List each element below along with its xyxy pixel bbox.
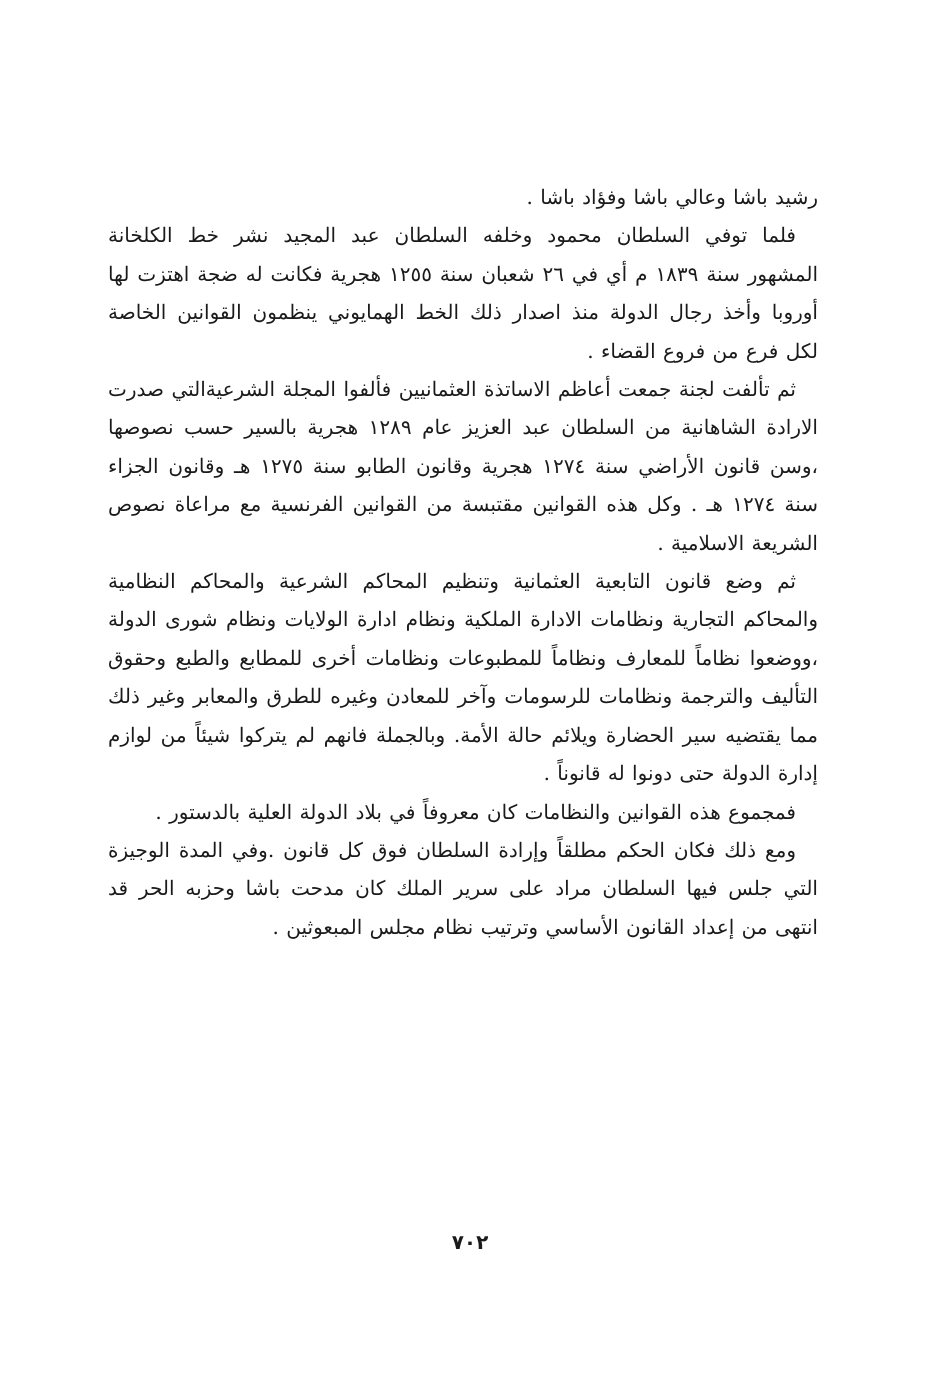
paragraph-3: ثم تألفت لجنة جمعت أعاظم الاساتذة العثمانيين فألفوا المجلة الشرعيةالتي صدرت الارادة الشاهانية من السلطان عبد العزيز عام ١٢٨٩ هجرية بالسير حسب نصوصها ،وسن قانون الأراضي سنة ١٢٧٤ هجرية وقانون الطابو سنة ١٢٧٥ هـ وقانون الجزاء سنة ١٢٧٤ هـ . وكل هذه القوانين مقتبسة من القوانين الفرنسية مع مراعاة نصوص الشريعة الاسلامية . [108, 377, 819, 555]
paragraph-4: ثم وضع قانون التابعية العثمانية وتنظيم المحاكم الشرعية والمحاكم النظامية والمحاكم التجارية ونظامات الادارة الملكية ونظام ادارة الولايات ونظام شورى الدولة ،ووضعوا نظاماً للمعارف ونظاماً للمطبوعات ونظامات أخرى للمطابع والطبع وحقوق التأليف والترجمة ونظامات للرسومات وآخر للمعادن وغيره للطرق والمعابر وغير ذلك مما يقتضيه سير الحضارة ويلائم حالة الأمة. وبالجملة فانهم لم يتركوا شيئاً من لوازم إدارة الدولة حتى دونوا له قانوناً . [108, 569, 818, 786]
page-number: ٧٠٢ [451, 1230, 489, 1254]
paragraph-2: فلما توفي السلطان محمود وخلفه السلطان عبد المجيد نشر خط الكلخانة المشهور سنة ١٨٣٩ م أي في ٢٦ شعبان سنة ١٢٥٥ هجرية فكانت له ضجة اهتزت لها أوروبا وأخذ رجال الدولة منذ اصدار ذلك الخط الهمايوني ينظمون القوانين الخاصة لكل فرع من فروع القضاء . [108, 223, 819, 363]
paragraph-5: فمجموع هذه القوانين والنظامات كان معروفاً في بلاد الدولة العلية بالدستور . [155, 799, 796, 824]
body-text [108, 178, 818, 946]
paragraph-1: رشيد باشا وعالي باشا وفؤاد باشا . [526, 185, 818, 209]
paragraph-6: ومع ذلك فكان الحكم مطلقاً وإرادة السلطان فوق كل قانون .وفي المدة الوجيزة التي جلس فيها السلطان مراد على سرير الملك كان مدحت باشا وحزبه الحر قد انتهى من إعداد القانون الأساسي وترتيب نظام مجلس المبعوثين . [108, 837, 818, 939]
